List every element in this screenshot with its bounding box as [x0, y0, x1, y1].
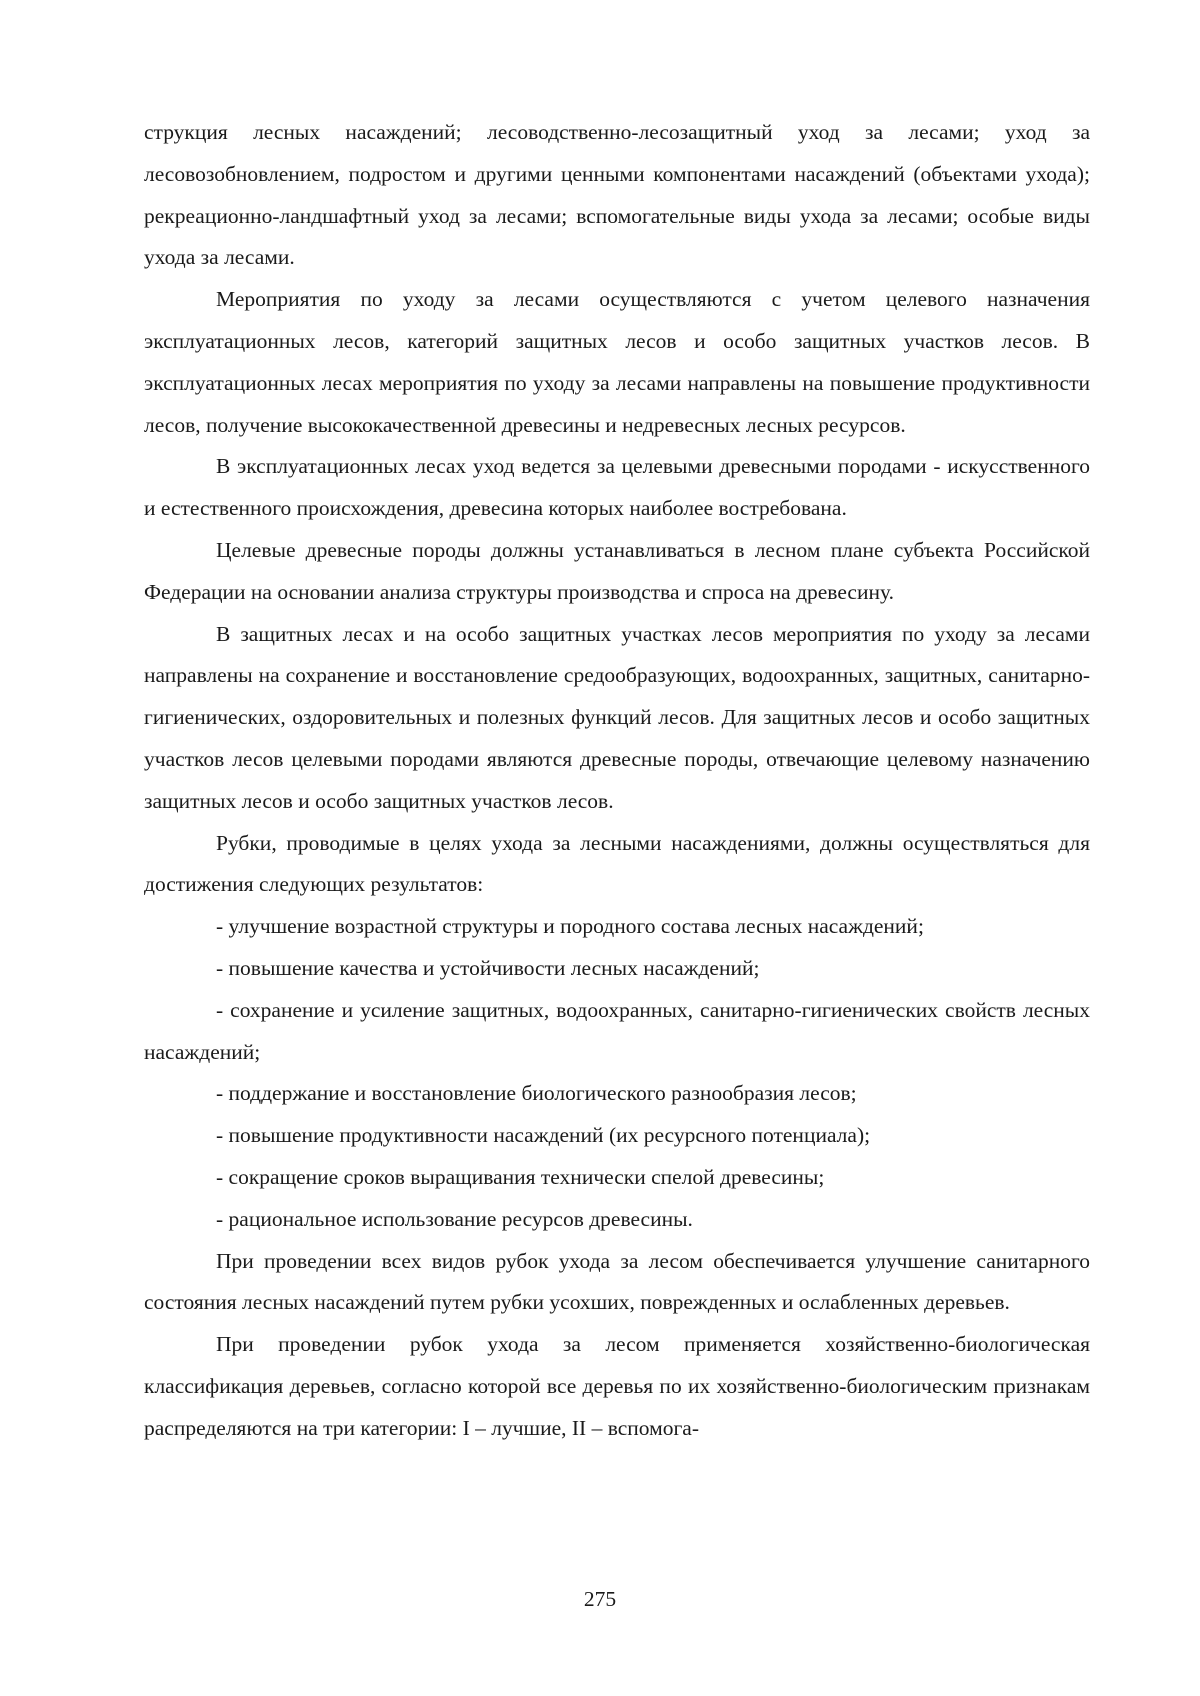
- page-number: 275: [583, 1587, 617, 1611]
- paragraph-2: Мероприятия по уходу за лесами осуществляются с учетом целевого назначения эксплуатационных лесов, категорий защитных лесов и особо защитных участков лесов. В эксплуатационных лесах мероприятия по уходу за лесами направлены на повышение продуктивности лесов, получение высококачественной древесины и недревесных лесных ресурсов.: [144, 287, 1090, 437]
- paragraph-6: Рубки, проводимые в целях ухода за лесными насаждениями, должны осуществляться для достижения следующих результатов:: [144, 830, 1090, 897]
- paragraph-7: При проведении всех видов рубок ухода за лесом обеспечивается улучшение санитарного состояния лесных насаждений путем рубки усохших, поврежденных и ослабленных деревьев.: [144, 1248, 1090, 1315]
- list-item: - сокращение сроков выращивания технически спелой древесины;: [216, 1164, 825, 1189]
- body-text: [144, 112, 1090, 1450]
- paragraph-3: В эксплуатационных лесах уход ведется за целевыми древесными породами - искусственного и естественного происхождения, древесина которых наиболее востребована.: [144, 454, 1090, 521]
- list-item: - поддержание и восстановление биологического разнообразия лесов;: [216, 1081, 857, 1106]
- paragraph-4: Целевые древесные породы должны устанавливаться в лесном плане субъекта Российской Федерации на основании анализа структуры производства и спроса на древесину.: [144, 537, 1090, 604]
- paragraph-5: В защитных лесах и на особо защитных участках лесов мероприятия по уходу за лесами направлены на сохранение и восстановление средообразующих, водоохранных, защитных, санитарно-гигиенических, оздоровительных и полезных функций лесов. Для защитных лесов и особо защитных участков лесов целевыми породами являются древесные породы, отвечающие целевому назначению защитных лесов и особо защитных участков лесов.: [144, 621, 1090, 813]
- list-item: - рациональное использование ресурсов древесины.: [216, 1206, 693, 1231]
- paragraph-1: струкция лесных насаждений; лесоводственно-лесозащитный уход за лесами; уход за лесовозобновлением, подростом и другими ценными компонентами насаждений (объектами ухода); рекреационно-ландшафтный уход за лесами; вспомогательные виды ухода за лесами; особые виды ухода за лесами.: [144, 120, 1090, 270]
- list-item: - улучшение возрастной структуры и породного состава лесных насаждений;: [216, 914, 924, 939]
- list-item: - сохранение и усиление защитных, водоохранных, санитарно-гигиенических свойств лесных насаждений;: [144, 997, 1090, 1064]
- list-item: - повышение качества и устойчивости лесных насаждений;: [216, 955, 760, 980]
- list-item: - повышение продуктивности насаждений (их ресурсного потенциала);: [216, 1123, 871, 1148]
- paragraph-8: При проведении рубок ухода за лесом применяется хозяйственно-биологическая классификация деревьев, согласно которой все деревья по их хозяйственно-биологическим признакам распределяются на три категории: I – лучшие, II – вспомога-: [144, 1332, 1090, 1440]
